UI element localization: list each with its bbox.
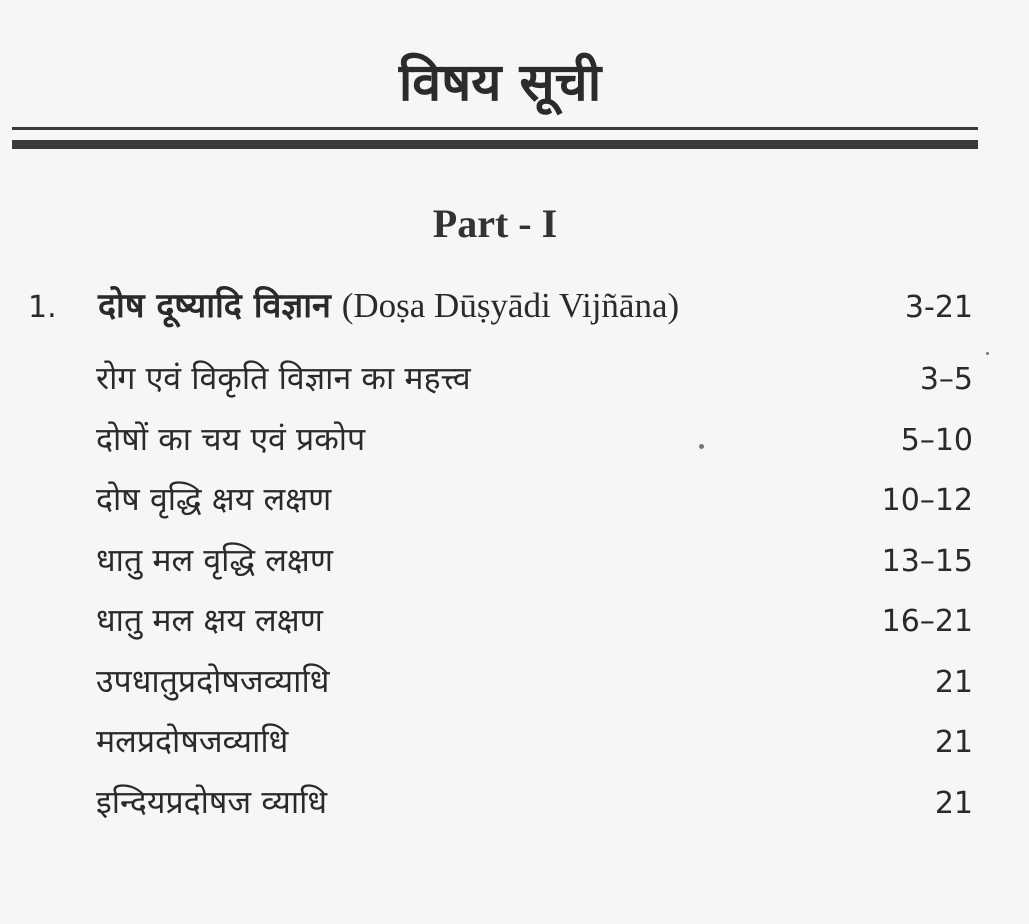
scan-speck <box>699 444 704 449</box>
title-rule-thick <box>12 140 978 149</box>
toc-item-pages: 5–10 <box>900 422 973 458</box>
toc-item-label: उपधातुप्रदोषजव्याधि <box>96 661 330 700</box>
toc-item <box>96 592 973 653</box>
chapter-title <box>98 280 679 332</box>
toc-item <box>96 653 973 714</box>
toc-item <box>96 350 973 411</box>
toc-item <box>96 532 973 593</box>
toc-item <box>96 471 973 532</box>
scan-speck <box>986 352 989 355</box>
page-title: विषय सूची <box>398 53 602 113</box>
toc-item-label: धातु मल क्षय लक्षण <box>96 601 323 639</box>
toc-item-label: दोष वृद्धि क्षय लक्षण <box>96 480 332 518</box>
toc-item-label: दोषों का चय एवं प्रकोप <box>96 419 366 458</box>
toc-item-pages: 16–21 <box>881 604 973 639</box>
chapter-title-english: (Doṣa Dūṣyādi Vijñāna) <box>341 286 680 325</box>
toc-item <box>96 774 973 835</box>
toc-item-pages: 21 <box>934 664 973 700</box>
toc-item-pages: 21 <box>934 725 973 760</box>
toc-item-label: धातु मल वृद्धि लक्षण <box>96 540 333 579</box>
chapter-row <box>28 280 973 336</box>
toc-item-label: रोग एवं विकृति विज्ञान का महत्त्व <box>96 359 471 397</box>
toc-item <box>96 411 973 472</box>
chapter-title-hindi: दोष दूष्यादि विज्ञान <box>98 286 331 326</box>
toc-item-pages: 3–5 <box>919 362 973 397</box>
toc-item-pages: 21 <box>934 785 973 821</box>
title-rule-thin <box>12 127 978 130</box>
toc-item-pages: 13–15 <box>881 543 973 579</box>
part-heading: Part - I <box>432 201 558 246</box>
toc-item-pages: 10–12 <box>881 483 973 518</box>
toc-item-label: इन्दियप्रदोषज व्याधि <box>96 782 328 821</box>
chapter-number: 1. <box>28 290 57 325</box>
toc-item <box>96 713 973 774</box>
toc-list <box>96 350 973 834</box>
chapter-pages: 3-21 <box>904 290 973 325</box>
toc-item-label: मलप्रदोषजव्याधि <box>96 722 289 760</box>
